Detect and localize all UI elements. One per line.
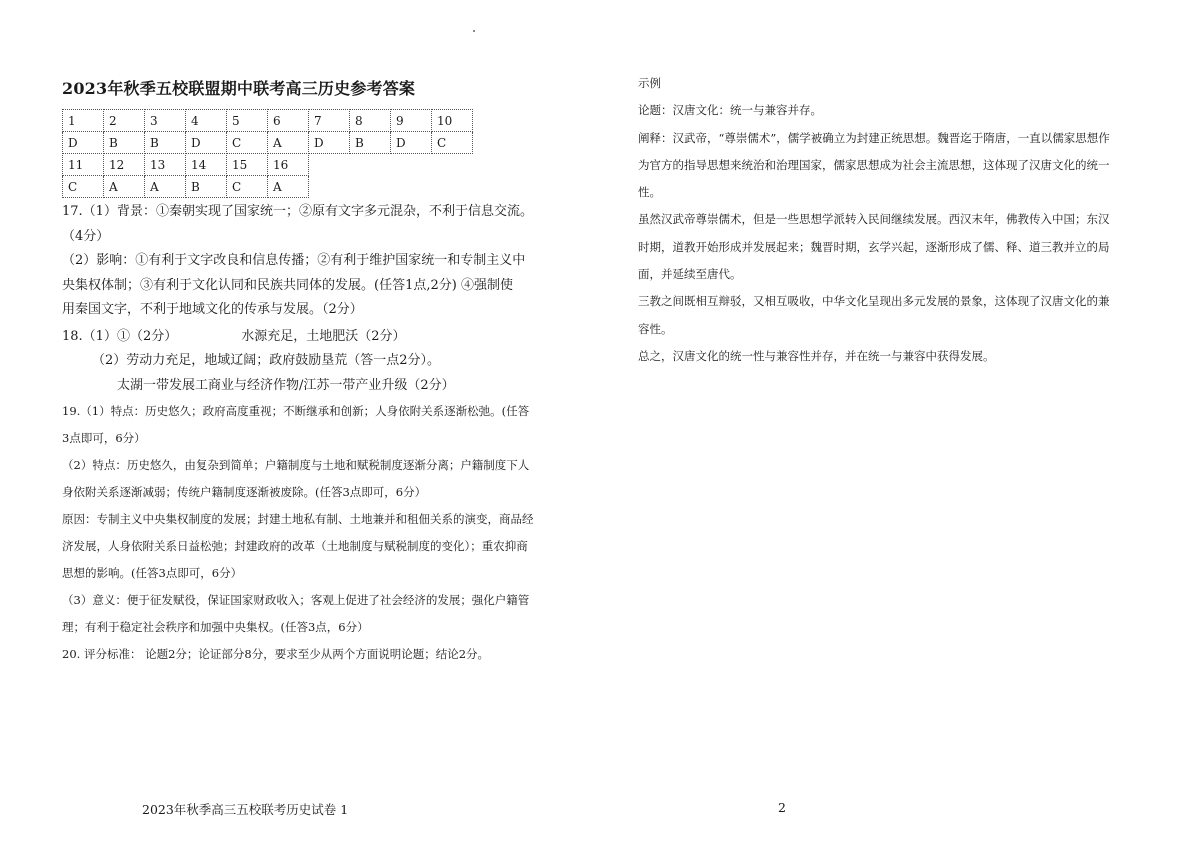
table-row-answers-2 <box>63 176 309 198</box>
scan-speck <box>473 30 475 32</box>
text-line: 济发展，人身依附关系日益松弛；封建政府的改革（土地制度与赋税制度的变化）；重农抑商 <box>62 539 528 553</box>
table-cell: B <box>186 176 227 198</box>
table-cell: 2 <box>104 110 145 132</box>
left-column <box>62 76 582 668</box>
footer-left: 2023年秋季高三五校联考历史试卷 1 <box>142 802 349 817</box>
text-line: 19.（1）特点：历史悠久；政府高度重视；不断继承和创新；人身依附关系逐渐松弛。(任答 <box>62 404 530 418</box>
right-column <box>638 70 1143 370</box>
q18-part1: 18.（1）①（2分） <box>62 328 178 344</box>
text-line: 三教之间既相互辩驳，又相互吸收，中华文化呈现出多元发展的景象，这体现了汉唐文化的兼 <box>638 294 1110 309</box>
table-cell: B <box>350 132 391 154</box>
table-row-answers-1 <box>63 132 473 154</box>
table-cell: C <box>227 176 268 198</box>
answer-table <box>62 109 473 154</box>
text-line: （3）意义：便于征发赋役，保证国家财政收入；客观上促进了社会经济的发展；强化户籍管 <box>62 593 530 607</box>
table-cell: 4 <box>186 110 227 132</box>
table-cell: D <box>63 132 104 154</box>
table-row-numbers-1 <box>63 110 473 132</box>
table-cell: A <box>268 176 309 198</box>
text-line: 3点即可，6分） <box>62 431 146 445</box>
text-line: 阐释：汉武帝，“尊崇儒术”，儒学被确立为封建正统思想。魏晋迄于隋唐，一直以儒家思想作 <box>638 130 1110 145</box>
table-cell: C <box>227 132 268 154</box>
question-18 <box>62 325 582 399</box>
text-line: 央集权体制；③有利于文化认同和民族共同体的发展。(任答1点,2分) ④强制使 <box>62 277 513 293</box>
table-cell: 7 <box>309 110 350 132</box>
table-cell: D <box>309 132 350 154</box>
question-17 <box>62 200 582 323</box>
text-line: 性。 <box>638 185 661 200</box>
table-cell: B <box>104 132 145 154</box>
table-cell: 1 <box>63 110 104 132</box>
text-line: 容性。 <box>638 321 673 336</box>
example-heading: 示例 <box>638 76 661 90</box>
table-cell: 8 <box>350 110 391 132</box>
table-cell: A <box>104 176 145 198</box>
text-line: （2）影响：①有利于文字改良和信息传播；②有利于维护国家统一和专制主义中 <box>62 253 526 268</box>
table-cell: 6 <box>268 110 309 132</box>
question-20 <box>62 641 582 668</box>
table-cell: 5 <box>227 110 268 132</box>
table-cell: A <box>268 132 309 154</box>
table-cell: C <box>432 132 473 154</box>
text-line: 时期，道教开始形成并发展起来；魏晋时期，玄学兴起，逐渐形成了儒、释、道三教并立的局 <box>638 239 1110 254</box>
table-cell: D <box>391 132 432 154</box>
answer-table-part2 <box>62 153 309 198</box>
table-cell: 9 <box>391 110 432 132</box>
table-cell: 11 <box>63 154 104 176</box>
text-line: 身依附关系逐渐减弱；传统户籍制度逐渐被废除。(任答3点即可，6分） <box>62 485 427 499</box>
text-line: 总之，汉唐文化的统一性与兼容性并存，并在统一与兼容中获得发展。 <box>638 348 995 363</box>
text-line: 原因：专制主义中央集权制度的发展；封建土地私有制、土地兼并和租佃关系的演变，商品经 <box>62 512 534 526</box>
text-line: 为官方的指导思想来统治和治理国家，儒家思想成为社会主流思想，这体现了汉唐文化的统一 <box>638 157 1110 172</box>
table-cell: 3 <box>145 110 186 132</box>
table-cell: D <box>186 132 227 154</box>
table-cell: B <box>145 132 186 154</box>
text-line: 理；有利于稳定社会秩序和加强中央集权。(任答3点，6分） <box>62 620 369 634</box>
page-number: 2 <box>778 800 786 815</box>
table-cell: 14 <box>186 154 227 176</box>
text-line: 太湖一带发展工商业与经济作物/江苏一带产业升级（2分） <box>117 377 455 393</box>
table-cell: 10 <box>432 110 473 132</box>
table-row-numbers-2 <box>63 154 309 176</box>
q18-part1b: 水源充足，土地肥沃（2分） <box>241 328 406 344</box>
text-line: 虽然汉武帝尊崇儒术，但是一些思想学派转入民间继续发展。西汉末年，佛教传入中国；东汉 <box>638 212 1110 227</box>
table-cell: 13 <box>145 154 186 176</box>
text-line: 20. 评分标准： 论题2分；论证部分8分，要求至少从两个方面说明论题；结论2分。 <box>62 647 490 661</box>
text-line: 思想的影响。(任答3点即可，6分） <box>62 566 243 580</box>
table-cell: C <box>63 176 104 198</box>
table-cell: A <box>145 176 186 198</box>
text-line: （2）劳动力充足，地域辽阔；政府鼓励垦荒（答一点2分）。 <box>92 353 441 368</box>
text-line: （2）特点：历史悠久，由复杂到简单；户籍制度与土地和赋税制度逐渐分离；户籍制度下人 <box>62 458 530 472</box>
table-cell: 12 <box>104 154 145 176</box>
question-19 <box>62 398 582 641</box>
text-line <box>62 325 582 350</box>
text-line: （4分） <box>62 228 110 244</box>
text-line: 17.（1）背景：①秦朝实现了国家统一；②原有文字多元混杂，不利于信息交流。 <box>62 204 533 219</box>
page-title: 2023年秋季五校联盟期中联考高三历史参考答案 <box>62 79 416 98</box>
text-line: 面，并延续至唐代。 <box>638 267 742 282</box>
example-thesis: 论题：汉唐文化：统一与兼容并存。 <box>638 103 822 118</box>
table-cell: 15 <box>227 154 268 176</box>
text-line: 用秦国文字，不利于地域文化的传承与发展。（2分） <box>62 302 363 317</box>
table-cell: 16 <box>268 154 309 176</box>
